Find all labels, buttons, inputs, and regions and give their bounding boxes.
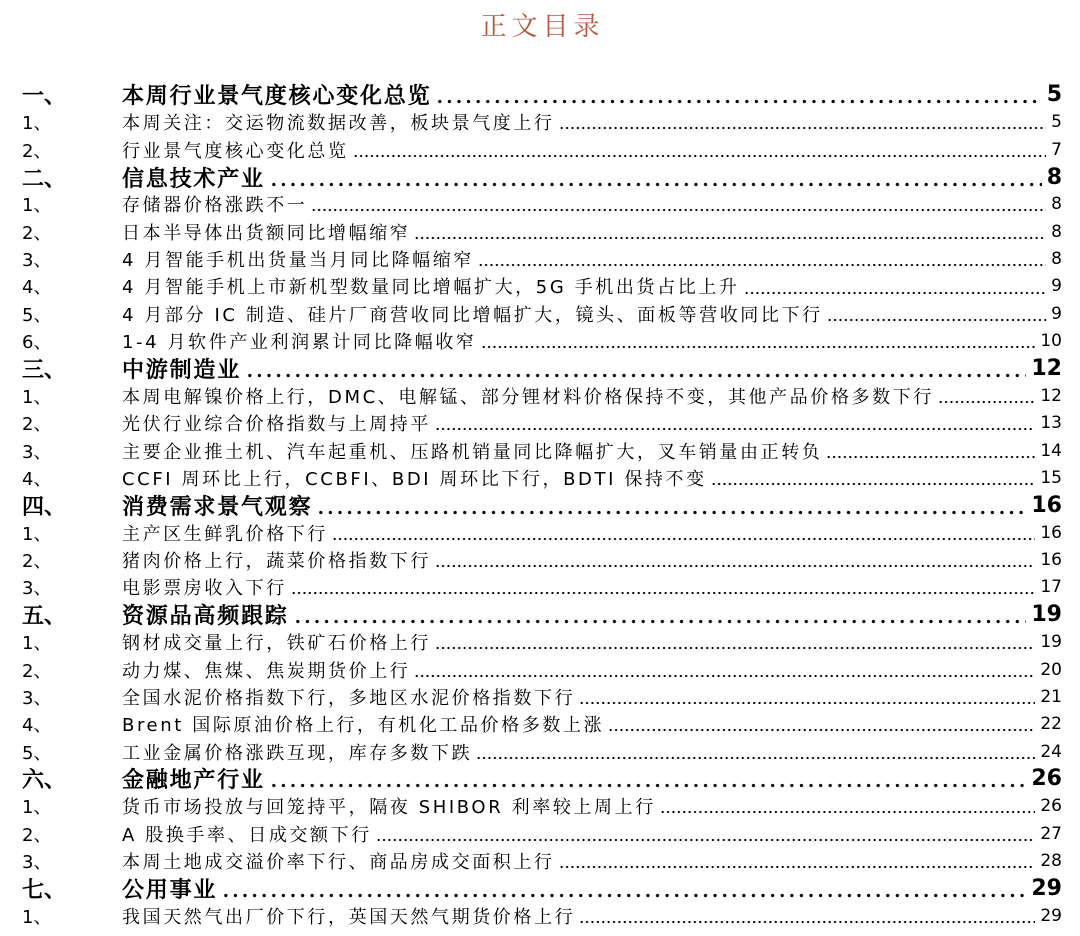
- dot-leader: [559, 847, 1036, 874]
- dot-leader: [435, 546, 1035, 573]
- page-number: 15: [1040, 468, 1062, 488]
- item-number: 1、: [22, 906, 52, 928]
- item-number: 3、: [22, 687, 52, 709]
- item-number: 1、: [22, 523, 52, 545]
- item-number: 2、: [22, 824, 52, 846]
- item-title: 4 月智能手机出货量当月同比降幅缩窄: [122, 250, 474, 272]
- page-number: 10: [1040, 331, 1062, 352]
- item-number: 1、: [22, 113, 52, 135]
- toc-item-7-1[interactable]: [22, 902, 1062, 929]
- dot-leader: [316, 492, 1026, 519]
- dot-leader: [579, 683, 1035, 710]
- page-number: 27: [1040, 823, 1062, 844]
- item-number: 4、: [22, 715, 52, 737]
- item-number: 2、: [22, 660, 52, 682]
- section-number: 四、: [22, 494, 67, 520]
- section-title: 公用事业: [122, 877, 218, 903]
- item-number: 3、: [22, 578, 52, 600]
- toc-item-2-4[interactable]: [22, 273, 1062, 300]
- item-number: 3、: [22, 852, 52, 874]
- item-title: 日本半导体出货额同比增幅缩窄: [122, 222, 411, 244]
- dot-leader: [414, 218, 1046, 245]
- dot-leader: [579, 902, 1035, 929]
- page-number: 29: [1031, 875, 1062, 901]
- section-title: 资源品高频跟踪: [122, 604, 289, 630]
- item-title: 本周电解镍价格上行，DMC、电解锰、部分锂材料价格保持不变，其他产品价格多数下行: [122, 386, 934, 408]
- item-title: 本周土地成交溢价率下行、商品房成交面积上行: [122, 852, 555, 874]
- toc-item-1-2[interactable]: [22, 136, 1062, 163]
- toc-section-2[interactable]: [22, 163, 1062, 190]
- item-number: 5、: [22, 304, 52, 326]
- toc-item-5-1[interactable]: [22, 628, 1062, 655]
- item-title: 本周关注：交运物流数据改善，板块景气度上行: [122, 113, 555, 135]
- toc-item-1-1[interactable]: [22, 109, 1062, 136]
- dot-leader: [221, 875, 1026, 902]
- item-title: 我国天然气出厂价下行，英国天然气期货价格上行: [122, 906, 576, 928]
- page-number: 8: [1046, 164, 1062, 190]
- page-number: 20: [1040, 659, 1062, 680]
- toc-item-3-3[interactable]: [22, 437, 1062, 464]
- page-number: 5: [1046, 82, 1062, 108]
- item-title: Brent 国际原油价格上行，有机化工品价格多数上涨: [122, 715, 605, 737]
- dot-leader: [826, 437, 1035, 464]
- dot-leader: [476, 738, 1035, 765]
- section-number: 二、: [22, 166, 67, 192]
- toc-item-5-3[interactable]: [22, 683, 1062, 710]
- dot-leader: [245, 355, 1026, 382]
- toc-item-6-2[interactable]: [22, 820, 1062, 847]
- item-title: A 股换手率、日成交额下行: [122, 824, 372, 846]
- section-title: 中游制造业: [122, 358, 242, 384]
- dot-leader: [269, 765, 1027, 792]
- dot-leader: [559, 109, 1047, 136]
- table-of-contents: [22, 81, 1062, 929]
- page-number: 26: [1040, 796, 1062, 817]
- item-number: 1、: [22, 633, 52, 655]
- dot-leader: [744, 273, 1047, 300]
- section-title: 信息技术产业: [122, 166, 265, 192]
- item-number: 1、: [22, 797, 52, 819]
- toc-section-1[interactable]: [22, 81, 1062, 108]
- page-number: 5: [1051, 112, 1062, 133]
- item-number: 1、: [22, 386, 52, 408]
- dot-leader: [291, 574, 1036, 601]
- page-number: 19: [1031, 602, 1062, 628]
- page-number: 7: [1051, 139, 1062, 160]
- page-number: 22: [1040, 714, 1062, 735]
- item-title: 钢材成交量上行，铁矿石价格上行: [122, 633, 431, 655]
- page-number: 24: [1040, 741, 1062, 762]
- dot-leader: [376, 820, 1036, 847]
- toc-item-4-2[interactable]: [22, 546, 1062, 573]
- dot-leader: [435, 628, 1035, 655]
- page-number: 9: [1051, 276, 1062, 297]
- item-title: 光伏行业综合价格指数与上周持平: [122, 414, 431, 436]
- item-number: 4、: [22, 469, 52, 490]
- toc-section-7[interactable]: [22, 875, 1062, 902]
- toc-item-2-2[interactable]: [22, 218, 1062, 245]
- item-number: 2、: [22, 414, 52, 436]
- dot-leader: [478, 245, 1046, 272]
- dot-leader: [660, 793, 1036, 820]
- item-number: 4、: [22, 277, 52, 299]
- dot-leader: [435, 81, 1041, 108]
- dot-leader: [608, 711, 1035, 738]
- toc-section-6[interactable]: [22, 765, 1062, 792]
- dot-leader: [269, 163, 1042, 190]
- section-number: 一、: [22, 84, 67, 110]
- toc-item-4-3[interactable]: [22, 574, 1062, 601]
- section-title: 消费需求景气观察: [122, 494, 313, 520]
- toc-item-5-2[interactable]: [22, 656, 1062, 683]
- page-number: 28: [1040, 851, 1062, 872]
- dot-leader: [938, 382, 1035, 409]
- page-number: 8: [1051, 194, 1062, 215]
- dot-leader: [414, 656, 1035, 683]
- page-number: 12: [1031, 356, 1062, 382]
- page-number: 16: [1031, 492, 1062, 518]
- item-title: CCFI 周环比上行，CCBFI、BDI 周环比下行，BDTI 保持不变: [122, 469, 707, 490]
- item-number: 3、: [22, 441, 52, 463]
- toc-item-4-1[interactable]: [22, 519, 1062, 546]
- item-number: 2、: [22, 551, 52, 573]
- section-number: 三、: [22, 358, 67, 384]
- page-number: 9: [1051, 303, 1062, 324]
- item-title: 1-4 月软件产业利润累计同比降幅收窄: [122, 332, 477, 354]
- item-number: 2、: [22, 140, 52, 162]
- toc-item-2-6[interactable]: [22, 328, 1062, 355]
- item-title: 动力煤、焦煤、焦炭期货价上行: [122, 660, 411, 682]
- toc-item-3-4[interactable]: [22, 464, 1062, 491]
- section-number: 五、: [22, 604, 67, 630]
- section-title: 金融地产行业: [122, 768, 265, 794]
- page-number: 8: [1051, 249, 1062, 270]
- toc-item-6-1[interactable]: [22, 793, 1062, 820]
- toc-section-4[interactable]: [22, 492, 1062, 519]
- item-number: 3、: [22, 250, 52, 272]
- toc-item-3-2[interactable]: [22, 410, 1062, 437]
- toc-item-5-4[interactable]: [22, 711, 1062, 738]
- page-number: 17: [1040, 577, 1062, 598]
- toc-section-5[interactable]: [22, 601, 1062, 628]
- toc-item-2-5[interactable]: [22, 300, 1062, 327]
- item-title: 电影票房收入下行: [122, 578, 287, 600]
- item-title: 主要企业推土机、汽车起重机、压路机销量同比降幅扩大，叉车销量由正转负: [122, 441, 823, 463]
- section-number: 七、: [22, 877, 67, 903]
- dot-leader: [481, 328, 1036, 355]
- page-number: 26: [1031, 766, 1062, 792]
- item-number: 2、: [22, 222, 52, 244]
- dot-leader: [827, 300, 1046, 327]
- item-number: 6、: [22, 332, 52, 354]
- dot-leader: [711, 464, 1036, 491]
- dot-leader: [332, 519, 1035, 546]
- item-title: 全国水泥价格指数下行，多地区水泥价格指数下行: [122, 687, 576, 709]
- section-title: 本周行业景气度核心变化总览: [122, 84, 432, 110]
- item-number: 1、: [22, 195, 52, 217]
- item-number: 5、: [22, 742, 52, 764]
- page-number: 19: [1040, 632, 1062, 653]
- item-title: 存储器价格涨跌不一: [122, 195, 308, 217]
- item-title: 主产区生鲜乳价格下行: [122, 523, 328, 545]
- page-number: 21: [1040, 686, 1062, 707]
- page-number: 8: [1051, 221, 1062, 242]
- dot-leader: [293, 601, 1027, 628]
- page-title: 正文目录: [480, 12, 605, 42]
- item-title: 猪肉价格上行，蔬菜价格指数下行: [122, 551, 431, 573]
- dot-leader: [435, 410, 1035, 437]
- item-title: 4 月部分 IC 制造、硅片厂商营收同比增幅扩大，镜头、面板等营收同比下行: [122, 304, 823, 326]
- item-title: 行业景气度核心变化总览: [122, 140, 349, 162]
- toc-section-3[interactable]: [22, 355, 1062, 382]
- toc-item-2-3[interactable]: [22, 245, 1062, 272]
- page-number: 12: [1040, 385, 1062, 406]
- page-number: 14: [1040, 440, 1062, 461]
- item-title: 货币市场投放与回笼持平，隔夜 SHIBOR 利率较上周上行: [122, 797, 656, 819]
- page-number: 16: [1040, 550, 1062, 571]
- item-title: 工业金属价格涨跌互现，库存多数下跌: [122, 742, 473, 764]
- page-number: 13: [1040, 413, 1062, 434]
- toc-item-6-3[interactable]: [22, 847, 1062, 874]
- page-number: 29: [1040, 905, 1062, 926]
- page-number: 16: [1040, 522, 1062, 543]
- item-title: 4 月智能手机上市新机型数量同比增幅扩大，5G 手机出货占比上升: [122, 277, 740, 299]
- dot-leader: [353, 136, 1047, 163]
- toc-item-3-1[interactable]: [22, 382, 1062, 409]
- toc-item-2-1[interactable]: [22, 191, 1062, 218]
- toc-item-5-5[interactable]: [22, 738, 1062, 765]
- section-number: 六、: [22, 768, 67, 794]
- dot-leader: [311, 191, 1046, 218]
